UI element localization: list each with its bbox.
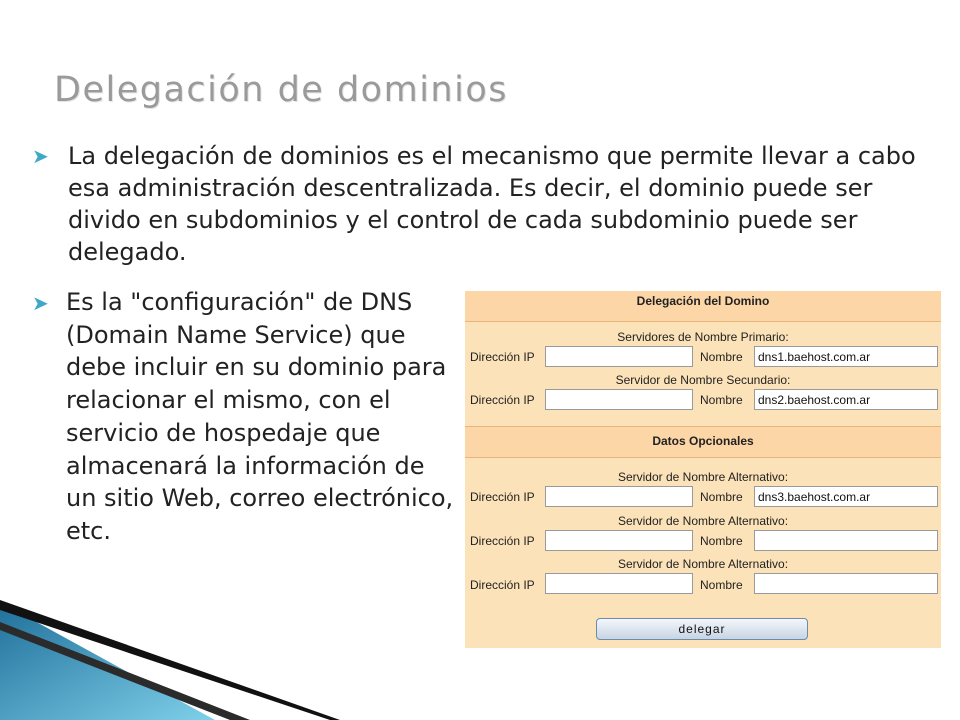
bullet-arrow-icon: ➤: [32, 144, 49, 168]
side-text: Es la "configuración" de DNS (Domain Name Service) que debe incluir en su dominio para relacionar el mismo, con el servicio de hospedaje que almacenará la información de un sitio Web, correo electrónico, etc.: [66, 288, 454, 545]
primary-section-title: Servidores de Nombre Primario:: [617, 330, 789, 344]
name-label: Nombre: [700, 490, 743, 504]
ip-label: Dirección IP: [470, 393, 535, 407]
intro-text: La delegación de dominios es el mecanismo que permite llevar a cabo esa administración descentralizada. Es decir, el dominio puede ser divido en subdominios y el control de cada subdominio puede ser delegado.: [68, 142, 916, 266]
ip-label: Dirección IP: [470, 350, 535, 364]
alt2-section-title: Servidor de Nombre Alternativo:: [617, 514, 789, 528]
alt3-section-title: Servidor de Nombre Alternativo:: [617, 557, 789, 571]
ip-label: Dirección IP: [470, 490, 535, 504]
name-label: Nombre: [700, 578, 743, 592]
alt1-section-title: Servidor de Nombre Alternativo:: [617, 470, 789, 484]
name-label: Nombre: [700, 393, 743, 407]
bullet-arrow-icon: ➤: [32, 291, 49, 315]
alt2-name-input[interactable]: [754, 530, 938, 551]
delegation-form: [465, 291, 941, 648]
side-paragraph: [66, 286, 456, 548]
delegar-button[interactable]: delegar: [596, 618, 808, 640]
intro-paragraph: [68, 140, 940, 268]
primary-ip-input[interactable]: [545, 346, 693, 367]
slide-title: Delegación de dominios: [54, 70, 508, 110]
ip-label: Dirección IP: [470, 534, 535, 548]
optional-header: Datos Opcionales: [652, 434, 754, 448]
alt3-name-input[interactable]: [754, 573, 938, 594]
ip-label: Dirección IP: [470, 578, 535, 592]
alt1-ip-input[interactable]: [545, 486, 693, 507]
name-label: Nombre: [700, 350, 743, 364]
alt3-ip-input[interactable]: [545, 573, 693, 594]
corner-decoration: [0, 540, 340, 720]
secondary-name-input[interactable]: [754, 389, 938, 410]
secondary-ip-input[interactable]: [545, 389, 693, 410]
form-header: Delegación del Domino: [636, 294, 770, 308]
alt1-name-input[interactable]: [754, 486, 938, 507]
name-label: Nombre: [700, 534, 743, 548]
alt2-ip-input[interactable]: [545, 530, 693, 551]
secondary-section-title: Servidor de Nombre Secundario:: [615, 373, 791, 387]
primary-name-input[interactable]: [754, 346, 938, 367]
